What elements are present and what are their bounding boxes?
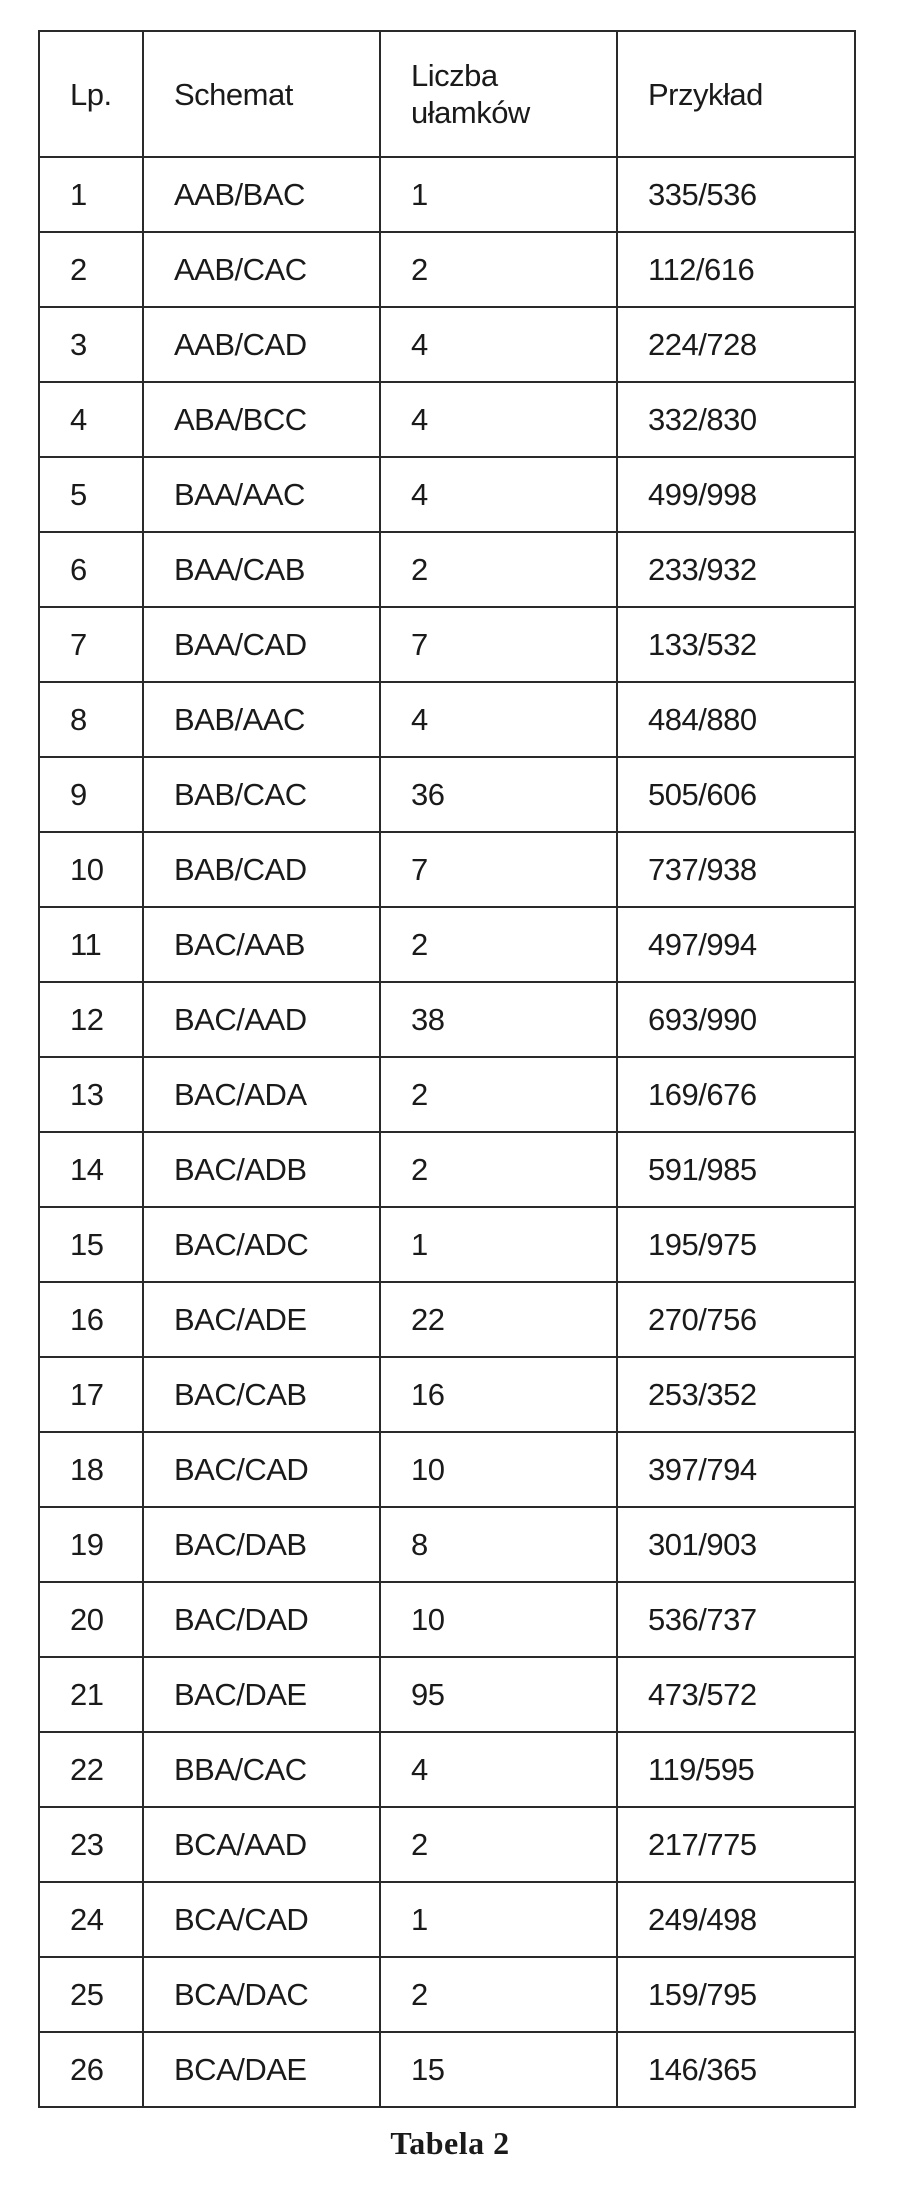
table-container bbox=[38, 30, 854, 2108]
fractions-table bbox=[38, 30, 856, 2108]
table-row bbox=[39, 607, 855, 682]
table-row bbox=[39, 682, 855, 757]
cell-lp: 25 bbox=[39, 1957, 143, 2032]
cell-schemat: BAC/ADB bbox=[143, 1132, 380, 1207]
cell-schemat: BCA/AAD bbox=[143, 1807, 380, 1882]
cell-liczba: 4 bbox=[380, 307, 617, 382]
table-row bbox=[39, 1282, 855, 1357]
cell-przyklad: 249/498 bbox=[617, 1882, 855, 1957]
table-row bbox=[39, 1882, 855, 1957]
cell-przyklad: 484/880 bbox=[617, 682, 855, 757]
cell-przyklad: 253/352 bbox=[617, 1357, 855, 1432]
header-row bbox=[39, 31, 855, 157]
cell-liczba: 10 bbox=[380, 1432, 617, 1507]
cell-przyklad: 473/572 bbox=[617, 1657, 855, 1732]
table-row bbox=[39, 382, 855, 457]
cell-liczba: 4 bbox=[380, 382, 617, 457]
cell-liczba: 36 bbox=[380, 757, 617, 832]
cell-lp: 10 bbox=[39, 832, 143, 907]
cell-przyklad: 133/532 bbox=[617, 607, 855, 682]
table-row bbox=[39, 982, 855, 1057]
cell-schemat: BAC/CAB bbox=[143, 1357, 380, 1432]
cell-lp: 4 bbox=[39, 382, 143, 457]
cell-lp: 7 bbox=[39, 607, 143, 682]
cell-lp: 13 bbox=[39, 1057, 143, 1132]
cell-liczba: 4 bbox=[380, 457, 617, 532]
cell-schemat: AAB/CAC bbox=[143, 232, 380, 307]
table-row bbox=[39, 1357, 855, 1432]
cell-liczba: 2 bbox=[380, 907, 617, 982]
header-liczba-line1: Liczba bbox=[411, 58, 498, 93]
cell-przyklad: 301/903 bbox=[617, 1507, 855, 1582]
cell-schemat: BAC/CAD bbox=[143, 1432, 380, 1507]
cell-lp: 19 bbox=[39, 1507, 143, 1582]
table-row bbox=[39, 1582, 855, 1657]
cell-lp: 24 bbox=[39, 1882, 143, 1957]
cell-lp: 18 bbox=[39, 1432, 143, 1507]
table-row bbox=[39, 1432, 855, 1507]
cell-lp: 15 bbox=[39, 1207, 143, 1282]
cell-schemat: BAA/AAC bbox=[143, 457, 380, 532]
cell-przyklad: 335/536 bbox=[617, 157, 855, 232]
cell-schemat: BAC/ADC bbox=[143, 1207, 380, 1282]
cell-lp: 20 bbox=[39, 1582, 143, 1657]
cell-lp: 8 bbox=[39, 682, 143, 757]
table-row bbox=[39, 1807, 855, 1882]
cell-schemat: ABA/BCC bbox=[143, 382, 380, 457]
cell-schemat: BCA/DAC bbox=[143, 1957, 380, 2032]
cell-lp: 6 bbox=[39, 532, 143, 607]
cell-przyklad: 169/676 bbox=[617, 1057, 855, 1132]
cell-schemat: BAC/DAE bbox=[143, 1657, 380, 1732]
cell-lp: 16 bbox=[39, 1282, 143, 1357]
cell-schemat: BAC/DAD bbox=[143, 1582, 380, 1657]
header-liczba-ulamkow bbox=[380, 31, 617, 157]
cell-liczba: 38 bbox=[380, 982, 617, 1057]
table-row bbox=[39, 232, 855, 307]
cell-lp: 12 bbox=[39, 982, 143, 1057]
cell-przyklad: 737/938 bbox=[617, 832, 855, 907]
cell-przyklad: 397/794 bbox=[617, 1432, 855, 1507]
header-schemat: Schemat bbox=[143, 31, 380, 157]
cell-liczba: 1 bbox=[380, 1207, 617, 1282]
cell-liczba: 8 bbox=[380, 1507, 617, 1582]
cell-przyklad: 233/932 bbox=[617, 532, 855, 607]
cell-schemat: BAA/CAD bbox=[143, 607, 380, 682]
cell-schemat: BAB/CAD bbox=[143, 832, 380, 907]
cell-liczba: 95 bbox=[380, 1657, 617, 1732]
table-row bbox=[39, 1132, 855, 1207]
cell-schemat: BCA/CAD bbox=[143, 1882, 380, 1957]
header-lp: Lp. bbox=[39, 31, 143, 157]
cell-przyklad: 195/975 bbox=[617, 1207, 855, 1282]
table-row bbox=[39, 1657, 855, 1732]
cell-schemat: BAB/CAC bbox=[143, 757, 380, 832]
cell-przyklad: 159/795 bbox=[617, 1957, 855, 2032]
table-body bbox=[39, 157, 855, 2107]
table-caption: Tabela 2 bbox=[390, 2125, 510, 2161]
table-row bbox=[39, 1057, 855, 1132]
table-row bbox=[39, 832, 855, 907]
cell-liczba: 2 bbox=[380, 1957, 617, 2032]
cell-przyklad: 332/830 bbox=[617, 382, 855, 457]
cell-przyklad: 146/365 bbox=[617, 2032, 855, 2107]
cell-lp: 26 bbox=[39, 2032, 143, 2107]
cell-schemat: BAC/ADE bbox=[143, 1282, 380, 1357]
table-row bbox=[39, 157, 855, 232]
cell-schemat: BCA/DAE bbox=[143, 2032, 380, 2107]
cell-przyklad: 536/737 bbox=[617, 1582, 855, 1657]
cell-lp: 3 bbox=[39, 307, 143, 382]
cell-liczba: 1 bbox=[380, 157, 617, 232]
cell-schemat: BAB/AAC bbox=[143, 682, 380, 757]
cell-przyklad: 505/606 bbox=[617, 757, 855, 832]
table-row bbox=[39, 1207, 855, 1282]
cell-schemat: BAC/AAB bbox=[143, 907, 380, 982]
cell-liczba: 2 bbox=[380, 232, 617, 307]
table-row bbox=[39, 1507, 855, 1582]
cell-lp: 11 bbox=[39, 907, 143, 982]
cell-lp: 23 bbox=[39, 1807, 143, 1882]
cell-liczba: 4 bbox=[380, 682, 617, 757]
cell-lp: 9 bbox=[39, 757, 143, 832]
cell-lp: 2 bbox=[39, 232, 143, 307]
cell-schemat: BAC/AAD bbox=[143, 982, 380, 1057]
cell-przyklad: 224/728 bbox=[617, 307, 855, 382]
cell-lp: 14 bbox=[39, 1132, 143, 1207]
table-row bbox=[39, 1957, 855, 2032]
cell-liczba: 1 bbox=[380, 1882, 617, 1957]
cell-schemat: BAA/CAB bbox=[143, 532, 380, 607]
cell-schemat: BBA/CAC bbox=[143, 1732, 380, 1807]
cell-liczba: 2 bbox=[380, 532, 617, 607]
table-row bbox=[39, 757, 855, 832]
cell-liczba: 15 bbox=[380, 2032, 617, 2107]
cell-liczba: 7 bbox=[380, 607, 617, 682]
cell-przyklad: 270/756 bbox=[617, 1282, 855, 1357]
cell-przyklad: 591/985 bbox=[617, 1132, 855, 1207]
cell-lp: 5 bbox=[39, 457, 143, 532]
header-liczba-line2: ułamków bbox=[411, 95, 530, 130]
table-row bbox=[39, 532, 855, 607]
table-row bbox=[39, 907, 855, 982]
cell-lp: 1 bbox=[39, 157, 143, 232]
cell-przyklad: 693/990 bbox=[617, 982, 855, 1057]
cell-przyklad: 499/998 bbox=[617, 457, 855, 532]
cell-liczba: 7 bbox=[380, 832, 617, 907]
cell-przyklad: 217/775 bbox=[617, 1807, 855, 1882]
cell-liczba: 16 bbox=[380, 1357, 617, 1432]
cell-schemat: BAC/ADA bbox=[143, 1057, 380, 1132]
cell-liczba: 4 bbox=[380, 1732, 617, 1807]
cell-schemat: AAB/BAC bbox=[143, 157, 380, 232]
table-row bbox=[39, 2032, 855, 2107]
cell-lp: 22 bbox=[39, 1732, 143, 1807]
header-przyklad: Przykład bbox=[617, 31, 855, 157]
cell-liczba: 10 bbox=[380, 1582, 617, 1657]
cell-lp: 21 bbox=[39, 1657, 143, 1732]
cell-liczba: 2 bbox=[380, 1132, 617, 1207]
cell-liczba: 2 bbox=[380, 1807, 617, 1882]
table-header bbox=[39, 31, 855, 157]
table-row bbox=[39, 1732, 855, 1807]
cell-przyklad: 112/616 bbox=[617, 232, 855, 307]
cell-schemat: BAC/DAB bbox=[143, 1507, 380, 1582]
table-row bbox=[39, 457, 855, 532]
cell-liczba: 22 bbox=[380, 1282, 617, 1357]
cell-liczba: 2 bbox=[380, 1057, 617, 1132]
cell-przyklad: 119/595 bbox=[617, 1732, 855, 1807]
cell-przyklad: 497/994 bbox=[617, 907, 855, 982]
table-row bbox=[39, 307, 855, 382]
cell-schemat: AAB/CAD bbox=[143, 307, 380, 382]
cell-lp: 17 bbox=[39, 1357, 143, 1432]
